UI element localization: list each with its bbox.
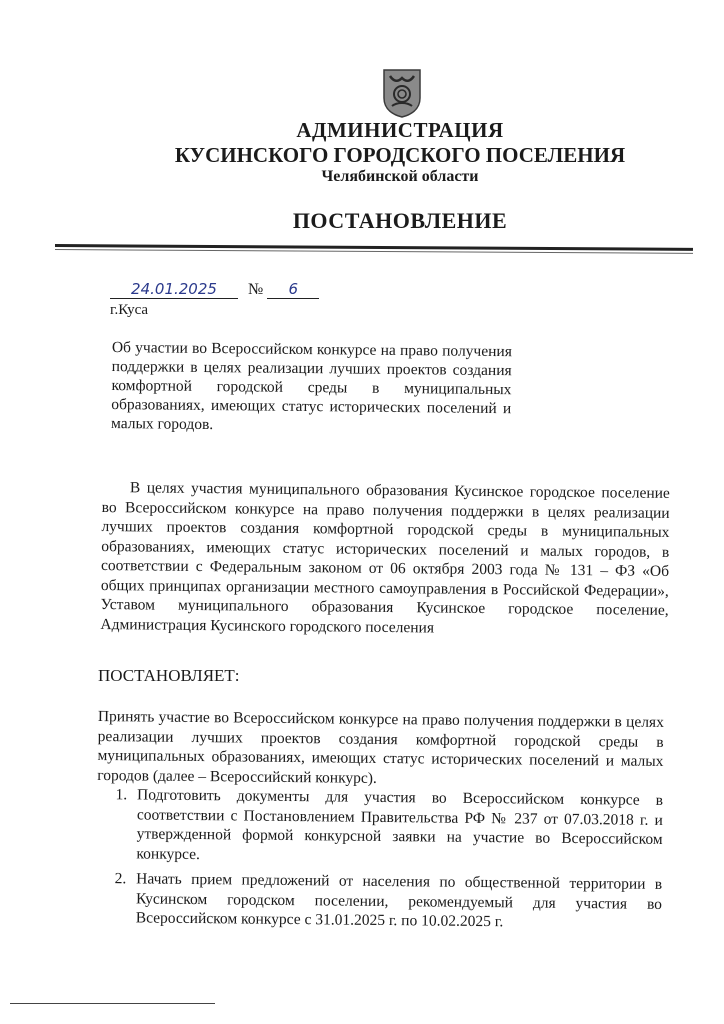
decision-section <box>96 707 664 933</box>
resolves-heading: ПОСТАНОВЛЯЕТ: <box>98 666 240 685</box>
registration-line <box>110 280 319 299</box>
header-region: Челябинской области <box>321 168 479 185</box>
decision-item: 1. Подготовить документы для участия во Всероссийском конкурсе в соответствии с Постановлением Правительства РФ № 237 от 07.03.2018 г. и утвержденной формой конкурсной заявки на участие во Всероссийском конкурсе. <box>130 785 663 869</box>
registration-date: 24.01.2025 <box>110 280 238 299</box>
footer-line <box>10 1003 215 1004</box>
coat-of-arms-icon <box>382 68 422 118</box>
header-administration: АДМИНИСТРАЦИЯ <box>296 118 504 142</box>
decision-intro: Принять участие во Всероссийском конкурсе на право получения поддержки в целях реализации лучших проектов создания комфортной городской среды в муниципальных образованиях, имеющих статус исторических поселений и малых городов (далее – Всероссийский конкурс). <box>97 707 664 787</box>
document-subject: Об участии во Всероссийском конкурсе на право получения поддержки в целях реализации лучших проектов создания комфортной городской среды в муниципальных образованиях, имеющих статус исторических поселений и малых городов. <box>111 338 512 434</box>
document-type-title: ПОСТАНОВЛЕНИЕ <box>292 208 508 233</box>
decision-item: 2. Начать прием предложений от населения по общественной территории в Кусинском городском поселении, рекомендуемый для участия во Всероссийском конкурсе с 31.01.2025 г. по 10.02.2025 г. <box>130 869 663 933</box>
header-settlement: КУСИНСКОГО ГОРОДСКОГО ПОСЕЛЕНИЯ <box>174 143 626 167</box>
number-label: № <box>248 281 264 298</box>
registration-number: 6 <box>267 280 319 299</box>
document-city: г.Куса <box>110 302 149 318</box>
decision-list <box>96 785 663 933</box>
preamble-paragraph: В целях участия муниципального образования Кусинское городское поселение во Всероссийском конкурсе на право получения поддержки в целях реализации лучших проектов создания комфортной городской среды в муниципальных образованиях, имеющих статус исторических поселений и малых городов, в соответствии с Федеральным законом от 06 октября 2003 года № 131 – ФЗ «Об общих принципах организации местного самоуправления в Российской Федерации», Уставом муниципального образования Кусинское городское поселение, Администрация Кусинского городского поселения <box>100 479 670 636</box>
